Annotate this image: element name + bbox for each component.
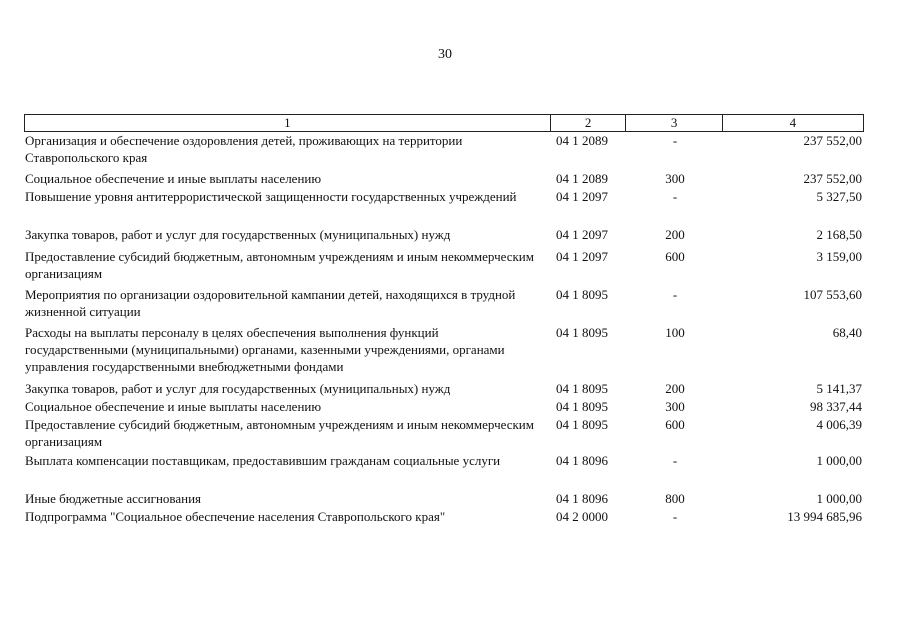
row-code: 04 1 2097: [556, 227, 608, 242]
row-type: 600: [665, 249, 685, 264]
row-name: Мероприятия по организации оздоровительной кампании детей, находящихся в трудной жизненной ситуации: [25, 287, 516, 319]
row-code: 04 1 8095: [556, 417, 608, 432]
row-code: 04 1 8096: [556, 453, 608, 468]
row-amount: 237 552,00: [803, 133, 862, 148]
table-row: [24, 324, 864, 380]
table-row: [24, 170, 864, 188]
row-amount: 5 327,50: [816, 189, 862, 204]
row-name: Социальное обеспечение и иные выплаты населению: [25, 171, 322, 186]
row-amount: 2 168,50: [816, 227, 862, 242]
row-amount: 5 141,37: [816, 381, 862, 396]
row-code: 04 1 8095: [556, 287, 608, 302]
row-type: -: [672, 509, 678, 524]
row-amount: 13 994 685,96: [787, 509, 862, 524]
row-code: 04 1 2089: [556, 133, 608, 148]
row-name: Предоставление субсидий бюджетным, автономным учреждениям и иным некоммерческим организациям: [25, 417, 534, 449]
row-code: 04 1 8096: [556, 491, 608, 506]
row-amount: 237 552,00: [803, 171, 862, 186]
header-col-3: 3: [625, 115, 721, 131]
row-name: Социальное обеспечение и иные выплаты населению: [25, 399, 322, 414]
header-col-4: 4: [722, 115, 863, 131]
table-row: [24, 508, 864, 526]
table-row: [24, 380, 864, 398]
row-code: 04 1 2097: [556, 189, 608, 204]
row-type: -: [672, 189, 678, 204]
row-name: Закупка товаров, работ и услуг для государственных (муниципальных) нужд: [25, 381, 451, 396]
table-row: [24, 132, 864, 170]
row-amount: 107 553,60: [803, 287, 862, 302]
row-type: 600: [665, 417, 685, 432]
table-row: [24, 416, 864, 452]
row-name: Расходы на выплаты персоналу в целях обеспечения выполнения функций государственными (муниципальными) органами, казенными учреждениями, органами управления государственными внебюджетными фондами: [25, 325, 505, 374]
row-code: 04 1 2089: [556, 171, 608, 186]
row-amount: 1 000,00: [816, 453, 862, 468]
row-code: 04 1 8095: [556, 381, 608, 396]
row-amount: 68,40: [832, 325, 862, 340]
table-row: [24, 286, 864, 324]
row-amount: 1 000,00: [816, 491, 862, 506]
row-type: -: [672, 133, 678, 148]
table-row: [24, 452, 864, 490]
row-name: Предоставление субсидий бюджетным, автономным учреждениям и иным некоммерческим организациям: [25, 249, 534, 281]
table-body: [24, 132, 864, 526]
row-name: Закупка товаров, работ и услуг для государственных (муниципальных) нужд: [25, 227, 451, 242]
row-code: 04 2 0000: [556, 509, 608, 524]
row-name: Иные бюджетные ассигнования: [25, 491, 202, 506]
row-name: Повышение уровня антитеррористической защищенности государственных учреждений: [25, 189, 517, 204]
row-code: 04 1 8095: [556, 325, 608, 340]
row-type: -: [672, 287, 678, 302]
table-row: [24, 226, 864, 248]
row-type: 300: [665, 171, 685, 186]
row-amount: 98 337,44: [810, 399, 862, 414]
row-type: 800: [665, 491, 685, 506]
table-header: [24, 114, 864, 132]
row-type: 200: [665, 381, 685, 396]
table-row: [24, 490, 864, 508]
table-row: [24, 248, 864, 286]
header-col-2: 2: [550, 115, 626, 131]
row-name: Подпрограмма "Социальное обеспечение населения Ставропольского края": [25, 509, 446, 524]
page-number: 30: [438, 47, 452, 62]
table-row: [24, 398, 864, 416]
row-amount: 4 006,39: [816, 417, 862, 432]
budget-table: [24, 114, 864, 526]
header-col-1: 1: [284, 115, 291, 130]
row-code: 04 1 2097: [556, 249, 608, 264]
row-code: 04 1 8095: [556, 399, 608, 414]
row-name: Организация и обеспечение оздоровления детей, проживающих на территории Ставропольского края: [25, 133, 463, 165]
row-type: 100: [665, 325, 685, 340]
row-type: -: [672, 453, 678, 468]
row-amount: 3 159,00: [816, 249, 862, 264]
row-type: 200: [665, 227, 685, 242]
table-row: [24, 188, 864, 226]
row-name: Выплата компенсации поставщикам, предоставившим гражданам социальные услуги: [25, 453, 501, 468]
row-type: 300: [665, 399, 685, 414]
